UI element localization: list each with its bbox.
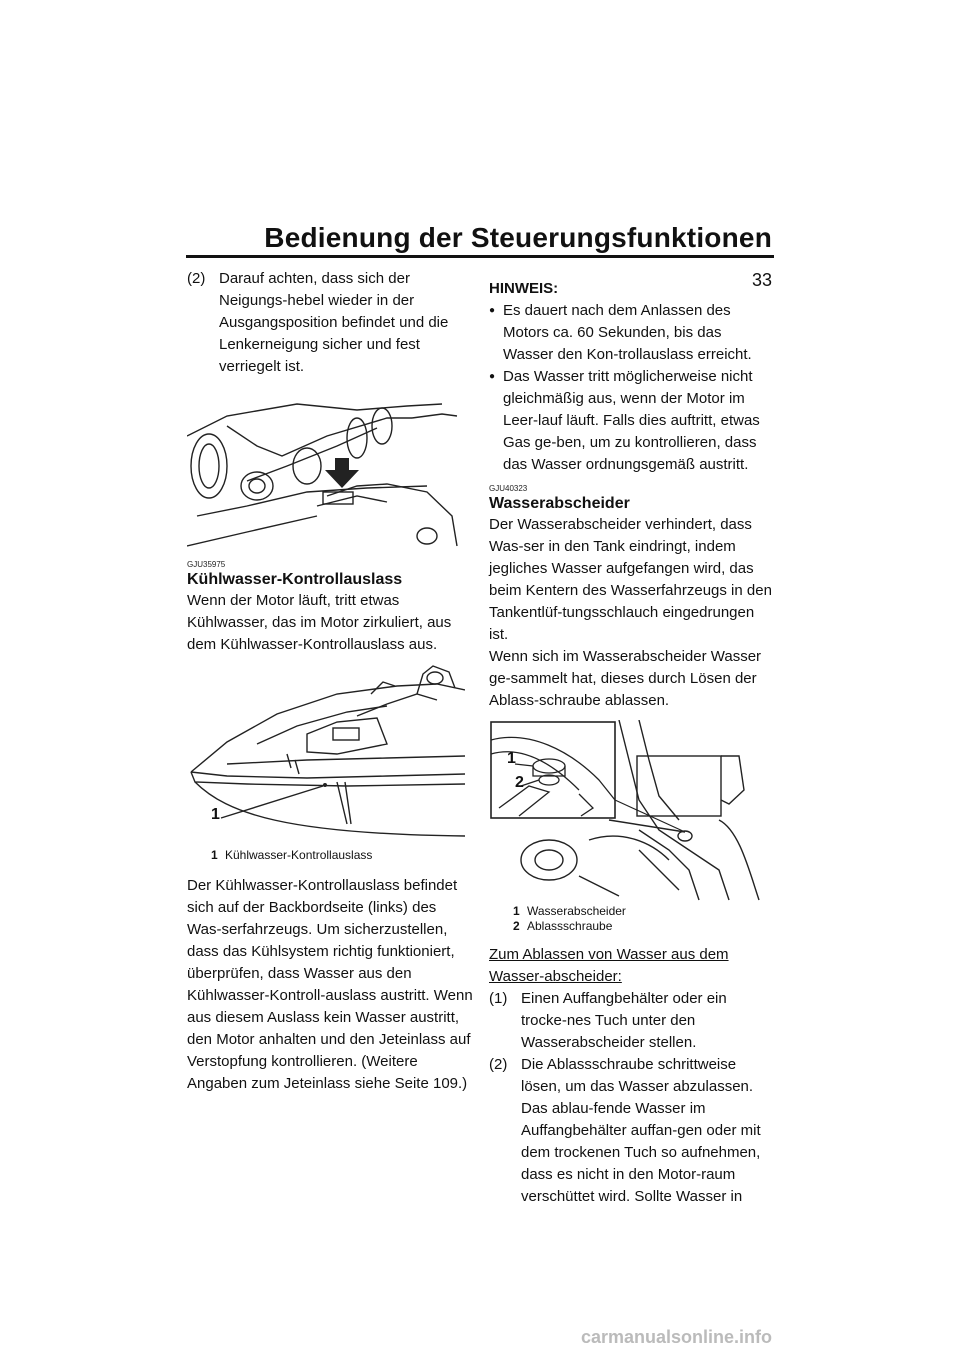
bullet-icon: ● [489,305,496,316]
intro-paragraph: Wenn der Motor läuft, tritt etwas Kühlwasser, das im Motor zirkuliert, aus dem Kühlwasser-Kontrollauslass aus. [187,592,452,653]
note-item [489,366,775,476]
figure-caption [187,848,473,863]
step-number: (2) [187,270,206,287]
watermark-credit: carmanualsonline.info [580,1327,772,1347]
step-1 [489,988,775,1054]
bullet-icon: ● [489,371,496,382]
step-number: (1) [489,990,508,1007]
step-text: Darauf achten, dass sich der Neigungs-hebel wieder in der Ausgangsposition befindet und die Lenkerneigung sicher und fest verriegelt ist. [219,270,449,375]
page-number: 33 [751,270,772,290]
caption-number: 2 [513,919,520,933]
step-text: Einen Auffangbehälter oder ein trocke-nes Tuch unter den Wasserabscheider stellen. [521,990,727,1051]
figure-callout: 1 [507,750,516,767]
note-item [489,300,775,366]
caption-text: Ablassschraube [527,919,613,933]
step-text: Die Ablassschraube schrittweise lösen, um das Wasser abzulassen. Das ablau-fende Wasser im Auffangbehälter auffan-gen oder mit dem trockenen Tuch so aufnehmen, dass es nicht in den Motor-raum verschüttet wird. Sollte Wasser in [521,1056,761,1205]
section-code: GJU40323 [489,484,528,493]
section-heading: Wasserabscheider [489,495,630,512]
procedure-subheading: Zum Ablassen von Wasser aus dem Wasser-abscheider: [489,946,729,985]
header-divider [186,255,774,258]
figure-callout: 2 [515,774,524,791]
cooling-outlet-figure [187,664,473,844]
step-2 [489,1054,775,1208]
right-column [489,268,775,1208]
step-number: (2) [489,1056,508,1073]
note-item-text: Das Wasser tritt möglicherweise nicht gleichmäßig aus, wenn der Motor im Leer-lauf läuft. Falls dies auftritt, etwas Gas ge-ben, um zu kontrollieren, dass das Wasser ordnungsgemäß austritt. [503,368,760,473]
page-title: Bedienung der Steuerungsfunktionen [264,222,772,253]
paragraph: Der Wasserabscheider verhindert, dass Was-ser in den Tank eindringt, indem jegliches Wasser aufgefangen wird, das beim Kentern des Wasserfahrzeugs in den Tankentlüf-tungsschlauch eingedrungen ist. [489,516,772,643]
section-heading: Kühlwasser-Kontrollauslass [187,571,403,588]
section-code: GJU35975 [187,560,226,569]
caption-number: 1 [513,904,520,918]
caption-text: Kühlwasser-Kontrollauslass [225,848,373,862]
step-2 [187,268,473,378]
caption-text: Wasserabscheider [527,904,626,918]
note-heading: HINWEIS: [489,280,559,297]
figure-callout: 1 [211,806,220,823]
tilt-lever-figure [187,396,473,552]
water-separator-figure [489,720,775,902]
paragraph: Wenn sich im Wasserabscheider Wasser ge-sammelt hat, dieses durch Lösen der Ablass-schraube ablassen. [489,648,762,709]
body-paragraph: Der Kühlwasser-Kontrollauslass befindet sich auf der Backbordseite (links) des Was-serfahrzeugs. Um sicherzustellen, dass das Kühlsystem richtig funktioniert, überprüfen, dass Wasser aus den Kühlwasser-Kontroll-auslass austritt. Wenn aus diesem Auslass kein Wasser austritt, den Motor anhalten und den Jeteinlass auf Verstopfung kontrollieren. (Weitere Angaben zum Jeteinlass siehe Seite 109.) [187,877,473,1092]
note-item-text: Es dauert nach dem Anlassen des Motors ca. 60 Sekunden, bis das Wasser den Kon-trollauslass erreicht. [503,302,752,363]
left-column [187,268,473,1095]
figure-caption [489,904,775,919]
caption-number: 1 [211,848,218,862]
figure-caption [489,919,775,934]
